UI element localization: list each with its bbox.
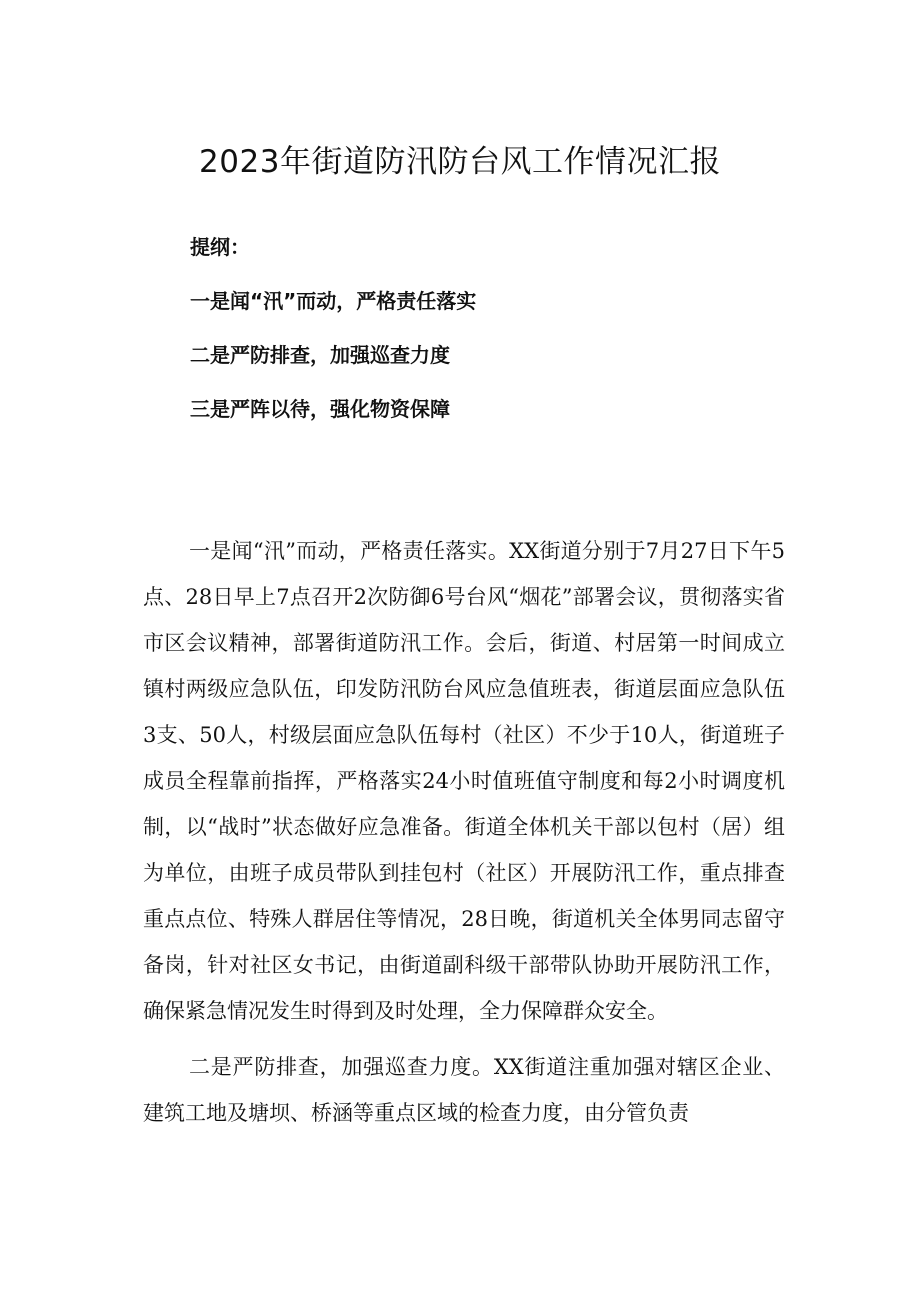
paragraph-2: 二是严防排查，加强巡查力度。XX街道注重加强对辖区企业、建筑工地及塘坝、桥涵等重点区域的检查力度，由分管负责	[143, 1055, 785, 1125]
outline-item-2: 二是严防排查，加强巡查力度	[190, 343, 450, 367]
outline-section	[190, 232, 790, 448]
document-title: 2023年街道防汛防台风工作情况汇报	[199, 144, 721, 180]
outline-heading: 提纲：	[190, 235, 250, 259]
outline-item-1: 一是闻“汛”而动，严格责任落实	[190, 289, 477, 313]
paragraph-1: 一是闻“汛”而动，严格责任落实。XX街道分别于7月27日下午5点、28日早上7点召开2次防御6号台风“烟花”部署会议，贯彻落实省市区会议精神，部署街道防汛工作。会后，街道、村居第一时间成立镇村两级应急队伍，印发防汛防台风应急值班表，街道层面应急队伍3支、50人，村级层面应急队伍每村（社区）不少于10人，街道班子成员全程靠前指挥，严格落实24小时值班值守制度和每2小时调度机制，以“战时”状态做好应急准备。街道全体机关干部以包村（居）组为单位，由班子成员带队到挂包村（社区）开展防汛工作，重点排查重点点位、特殊人群居住等情况，28日晚，街道机关全体男同志留守备岗，针对社区女书记，由街道副科级干部带队协助开展防汛工作，确保紧急情况发生时得到及时处理，全力保障群众安全。	[143, 539, 785, 1023]
body-text	[143, 528, 785, 1136]
outline-item-3: 三是严阵以待，强化物资保障	[190, 397, 450, 421]
